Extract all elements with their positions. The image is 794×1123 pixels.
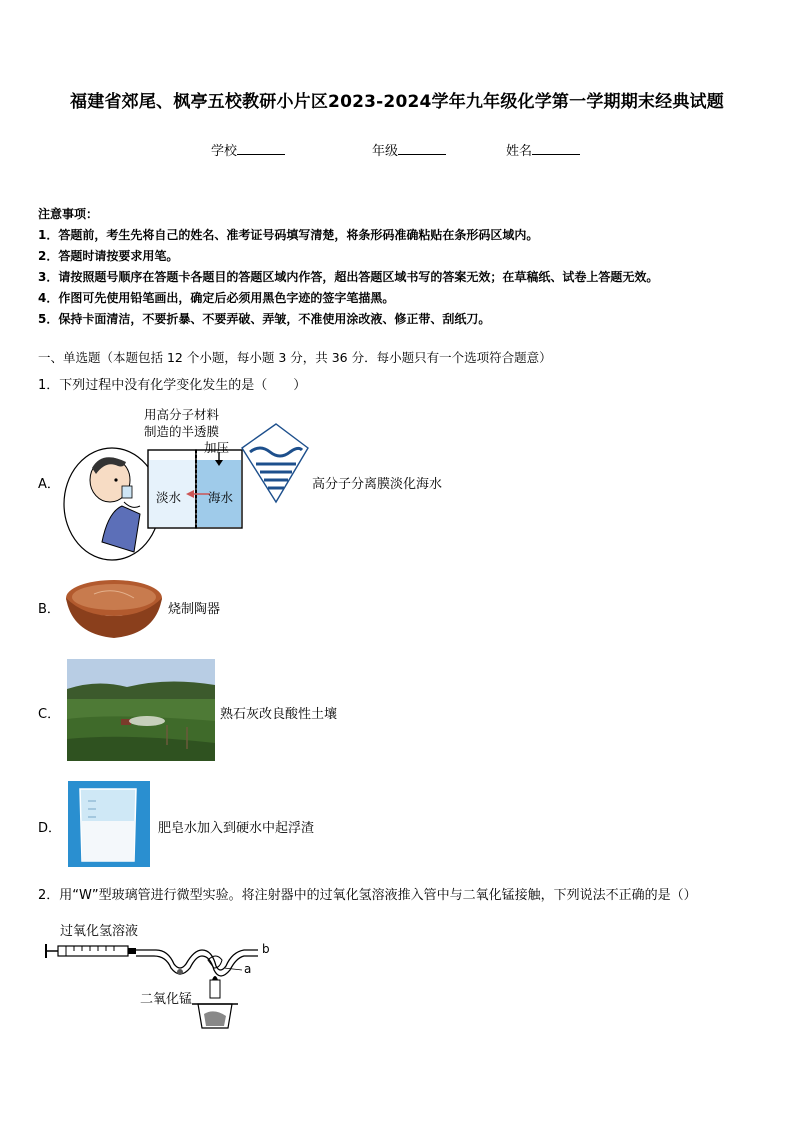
option-a-text: 高分子分离膜淡化海水 bbox=[312, 477, 443, 492]
option-d-text: 肥皂水加入到硬水中起浮渣 bbox=[158, 821, 315, 836]
option-b-letter: B． bbox=[38, 602, 60, 617]
name-blank bbox=[532, 142, 580, 155]
name-label: 姓名 bbox=[506, 144, 533, 159]
farm-field-photo bbox=[67, 659, 215, 761]
question-1-stem: 1．下列过程中没有化学变化发生的是（ ） bbox=[38, 378, 307, 393]
label-a: a bbox=[244, 962, 252, 976]
catalyst-label: 二氧化锰 bbox=[140, 992, 193, 1007]
option-c-letter: C． bbox=[38, 707, 61, 722]
note-item: 2．答题时请按要求用笔。 bbox=[38, 249, 179, 263]
notes-section bbox=[38, 204, 658, 330]
option-b-text: 烧制陶器 bbox=[168, 602, 221, 617]
label-b: b bbox=[262, 942, 270, 956]
pressure-label: 加压 bbox=[204, 440, 230, 455]
page-title: 福建省郊尾、枫亭五校教研小片区2023-2024学年九年级化学第一学期期末经典试题 bbox=[70, 92, 724, 112]
membrane-label-line2: 制造的半透膜 bbox=[144, 424, 220, 439]
question-2-stem: 2．用“W”型玻璃管进行微型实验。将注射器中的过氧化氢溶液推入管中与二氧化锰接触，下列说法不正确的是（） bbox=[38, 888, 697, 903]
pottery-image bbox=[64, 576, 164, 640]
membrane-label-line1: 用高分子材料 bbox=[144, 407, 220, 422]
option-c-text: 熟石灰改良酸性土壤 bbox=[220, 707, 338, 722]
field-image bbox=[67, 659, 215, 761]
sea-water-label: 海水 bbox=[208, 490, 234, 505]
school-label: 学校 bbox=[211, 144, 238, 159]
solution-label: 过氧化氢溶液 bbox=[60, 924, 139, 939]
grade-label: 年级 bbox=[372, 144, 399, 159]
name-field bbox=[506, 140, 580, 159]
w-tube-figure bbox=[44, 918, 280, 1034]
beaker-icon bbox=[68, 781, 150, 867]
pottery-bowl-icon bbox=[64, 576, 164, 640]
notes-heading: 注意事项： bbox=[38, 207, 99, 221]
school-blank bbox=[237, 142, 285, 155]
note-item: 1．答题前，考生先将自己的姓名、准考证号码填写清楚，将条形码准确粘贴在条形码区域内。 bbox=[38, 228, 539, 242]
option-d-letter: D． bbox=[38, 821, 62, 836]
desalination-figure bbox=[62, 402, 310, 562]
note-item: 3．请按照题号顺序在答题卡各题目的答题区域内作答，超出答题区域书写的答案无效；在草稿纸、试卷上答题无效。 bbox=[38, 270, 659, 284]
note-item: 4．作图可先使用铅笔画出，确定后必须用黑色字迹的签字笔描黑。 bbox=[38, 291, 395, 305]
grade-field bbox=[372, 140, 446, 159]
section-heading: 一、单选题（本题包括 12 个小题，每小题 3 分，共 36 分．每小题只有一个选项符合题意） bbox=[38, 350, 552, 365]
note-item: 5．保持卡面清洁，不要折暴、不要弄破、弄皱，不准使用涂改液、修正带、刮纸刀。 bbox=[38, 312, 491, 326]
grade-blank bbox=[398, 142, 446, 155]
beaker-image bbox=[68, 781, 150, 867]
school-field bbox=[211, 140, 285, 159]
option-a-letter: A． bbox=[38, 477, 60, 492]
fresh-water-label: 淡水 bbox=[156, 490, 182, 505]
